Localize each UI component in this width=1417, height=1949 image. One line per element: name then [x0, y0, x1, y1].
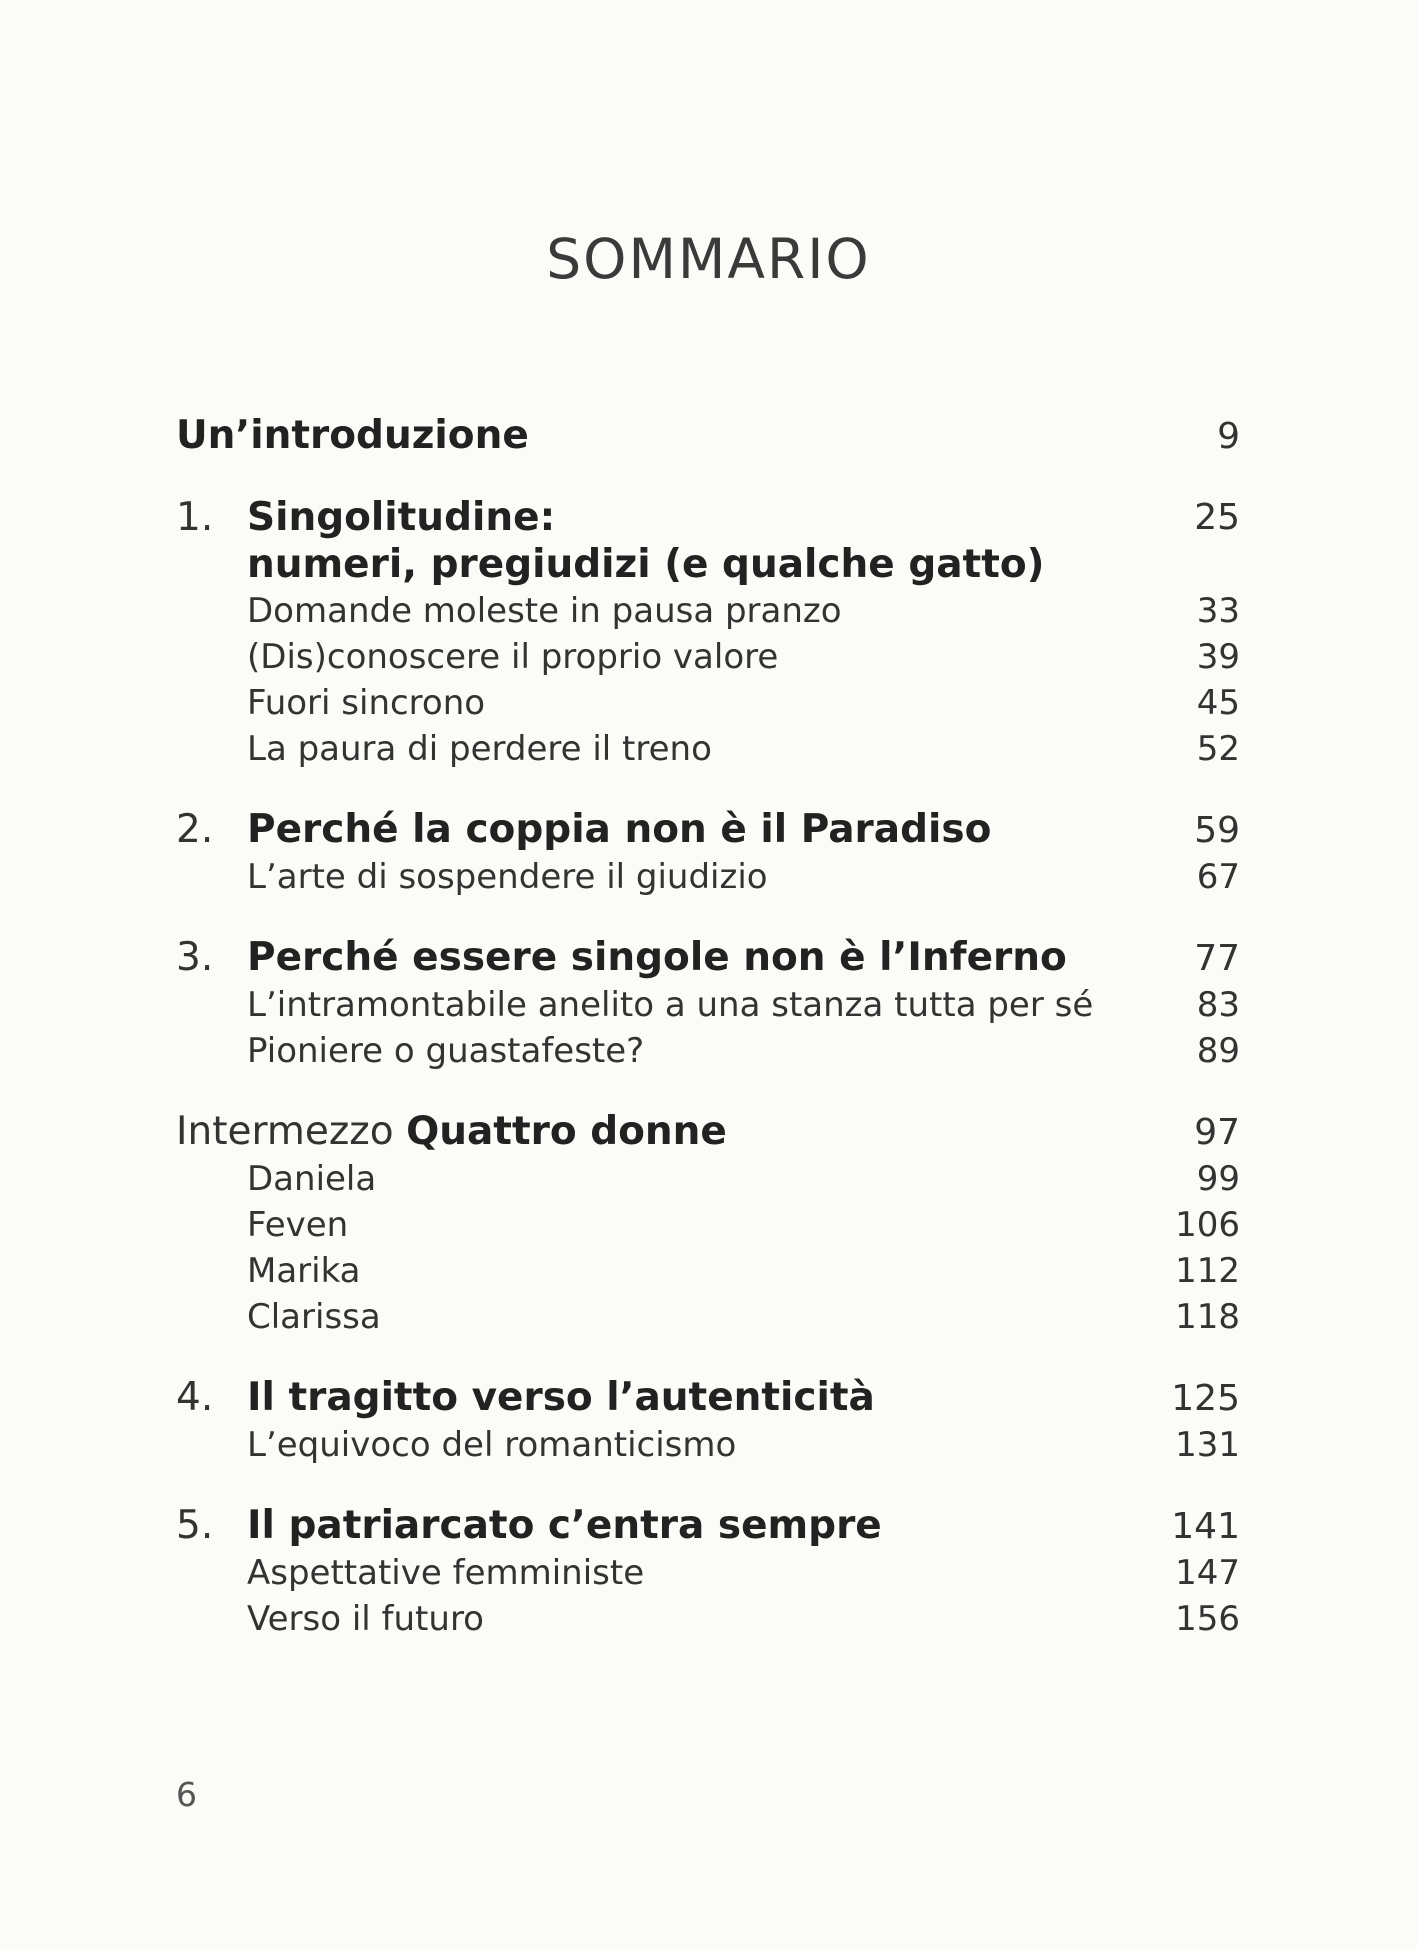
toc-entry-chapter-1[interactable]	[176, 494, 1240, 588]
toc-subentry[interactable]	[176, 1294, 1240, 1340]
page-number: 6	[176, 1775, 197, 1814]
toc-entry-page: 77	[1194, 938, 1240, 979]
intermezzo-title: Quattro donne	[406, 1109, 727, 1154]
toc-subentry-title: Marika	[247, 1251, 361, 1291]
toc-subentry-page: 106	[1175, 1205, 1240, 1245]
toc-subentry[interactable]	[176, 726, 1240, 772]
toc-entry-title: Un’introduzione	[176, 413, 529, 458]
chapter-subtitle: numeri, pregiudizi (e qualche gatto)	[247, 542, 1045, 587]
toc-subentry[interactable]	[176, 588, 1240, 634]
chapter-number: 5.	[176, 1503, 214, 1548]
toc-subentry-page: 99	[1196, 1159, 1240, 1199]
toc-subentry-title: La paura di perdere il treno	[247, 729, 712, 769]
toc-subentry-page: 67	[1196, 857, 1240, 897]
toc-subentry[interactable]	[176, 1422, 1240, 1468]
toc-entry-intermezzo[interactable]	[176, 1108, 1240, 1156]
toc-subentry-title: Feven	[247, 1205, 349, 1245]
toc-subentry[interactable]	[176, 1248, 1240, 1294]
toc-section-intermezzo	[176, 1108, 1240, 1340]
toc-subentry-title: Clarissa	[247, 1297, 381, 1337]
toc-subentry[interactable]	[176, 1550, 1240, 1596]
toc-subentry-page: 156	[1175, 1599, 1240, 1639]
table-of-contents	[176, 412, 1240, 1676]
toc-subentry-page: 39	[1196, 637, 1240, 677]
chapter-number: 3.	[176, 935, 214, 980]
intermezzo-label: Intermezzo	[176, 1109, 394, 1154]
chapter-title: Perché la coppia non è il Paradiso	[247, 807, 992, 852]
toc-subentry[interactable]	[176, 1596, 1240, 1642]
toc-entry-chapter-2[interactable]	[176, 806, 1240, 854]
toc-entry-page: 9	[1217, 416, 1240, 457]
toc-subentry-title: Aspettative femministe	[247, 1553, 645, 1593]
toc-subentry[interactable]	[176, 634, 1240, 680]
toc-subentry-title: Daniela	[247, 1159, 377, 1199]
toc-subentry-page: 89	[1196, 1031, 1240, 1071]
toc-subentry-title: (Dis)conoscere il proprio valore	[247, 637, 779, 677]
toc-section-chapter-1	[176, 494, 1240, 772]
chapter-title: Il patriarcato c’entra sempre	[247, 1503, 882, 1548]
toc-subentry-title: Fuori sincrono	[247, 683, 486, 723]
toc-subentry-page: 118	[1175, 1297, 1240, 1337]
chapter-title: Singolitudine:	[247, 495, 556, 540]
page-title: SOMMARIO	[546, 227, 871, 291]
toc-subentry-page: 83	[1196, 985, 1240, 1025]
chapter-number: 4.	[176, 1375, 214, 1420]
toc-entry-page: 59	[1194, 810, 1240, 851]
toc-subentry[interactable]	[176, 1202, 1240, 1248]
toc-entry-page: 141	[1171, 1506, 1240, 1547]
toc-section-chapter-5	[176, 1502, 1240, 1642]
toc-subentry-title: Domande moleste in pausa pranzo	[247, 591, 842, 631]
toc-section-intro	[176, 412, 1240, 460]
toc-entry-page: 97	[1194, 1112, 1240, 1153]
toc-subentry[interactable]	[176, 854, 1240, 900]
toc-entry-page: 125	[1171, 1378, 1240, 1419]
toc-subentry-title: L’intramontabile anelito a una stanza tutta per sé	[247, 985, 1094, 1025]
toc-subentry-page: 131	[1175, 1425, 1240, 1465]
toc-subentry-page: 112	[1175, 1251, 1240, 1291]
chapter-number: 2.	[176, 807, 214, 852]
toc-subentry-title: Verso il futuro	[247, 1599, 484, 1639]
toc-subentry[interactable]	[176, 680, 1240, 726]
toc-subentry-page: 147	[1175, 1553, 1240, 1593]
toc-entry-page: 25	[1194, 497, 1240, 538]
chapter-title: Perché essere singole non è l’Inferno	[247, 935, 1067, 980]
toc-subentry-page: 33	[1196, 591, 1240, 631]
chapter-number: 1.	[176, 495, 214, 540]
toc-entry-chapter-4[interactable]	[176, 1374, 1240, 1422]
toc-subentry-title: L’equivoco del romanticismo	[247, 1425, 737, 1465]
toc-section-chapter-3	[176, 934, 1240, 1074]
chapter-title: Il tragitto verso l’autenticità	[247, 1375, 875, 1420]
toc-section-chapter-2	[176, 806, 1240, 900]
toc-subentry-title: L’arte di sospendere il giudizio	[247, 857, 768, 897]
toc-entry-chapter-5[interactable]	[176, 1502, 1240, 1550]
toc-subentry[interactable]	[176, 1028, 1240, 1074]
toc-entry-intro[interactable]	[176, 412, 1240, 460]
toc-subentry-page: 45	[1196, 683, 1240, 723]
toc-subentry-page: 52	[1196, 729, 1240, 769]
toc-entry-chapter-3[interactable]	[176, 934, 1240, 982]
toc-subentry[interactable]	[176, 982, 1240, 1028]
toc-subentry-title: Pioniere o guastafeste?	[247, 1031, 645, 1071]
toc-section-chapter-4	[176, 1374, 1240, 1468]
toc-subentry[interactable]	[176, 1156, 1240, 1202]
